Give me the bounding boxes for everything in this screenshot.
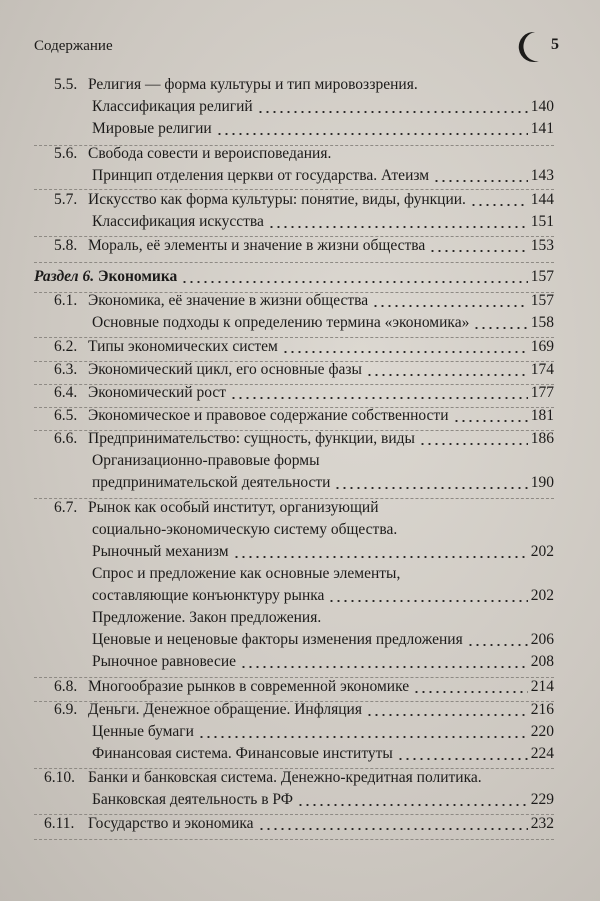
toc-entry[interactable] — [54, 336, 554, 358]
dot-leader — [453, 420, 528, 422]
entry-title: Предложение. Закон предложения. — [92, 609, 322, 626]
dot-leader — [258, 828, 528, 830]
entry-page: 208 — [530, 653, 554, 670]
entry-title: составляющие конъюнктуру рынка — [92, 587, 325, 604]
entry-title: предпринимательской деятельности — [92, 474, 331, 491]
dot-leader — [366, 374, 528, 376]
toc-entry[interactable] — [54, 189, 554, 211]
entry-title: Рыночный механизм — [92, 543, 229, 560]
entry-page: 214 — [530, 678, 554, 695]
toc-entry[interactable] — [92, 450, 554, 472]
divider — [34, 839, 554, 840]
dot-leader — [282, 351, 528, 353]
entry-number: 6.6. — [54, 430, 78, 447]
toc-entry[interactable] — [54, 290, 554, 312]
entry-title: Экономический цикл, его основные фазы — [88, 361, 362, 378]
entry-page: 158 — [530, 314, 554, 331]
entry-page: 153 — [530, 237, 554, 254]
entry-title: Экономическое и правовое содержание собственности — [88, 407, 449, 424]
toc-entry[interactable] — [44, 813, 554, 835]
dot-leader — [429, 250, 527, 252]
toc-entry[interactable] — [92, 118, 554, 140]
toc-entry[interactable] — [92, 743, 554, 765]
toc-entry[interactable] — [92, 312, 554, 334]
entry-title: Организационно-правовые формы — [92, 452, 320, 469]
entry-page: 181 — [530, 407, 554, 424]
toc-entry[interactable] — [54, 428, 554, 450]
entry-title: Религия — форма культуры и тип мировоззрения. — [88, 76, 418, 93]
toc-entry[interactable] — [92, 211, 554, 233]
toc-entry[interactable] — [54, 143, 554, 165]
entry-title: Экономический рост — [88, 384, 227, 401]
entry-number: 6.11. — [44, 815, 75, 832]
entry-title: Банки и банковская система. Денежно-кредитная политика. — [88, 769, 482, 786]
dot-leader — [216, 133, 528, 135]
toc-entry[interactable] — [92, 629, 554, 651]
entry-title: Экономика, её значение в жизни общества — [88, 292, 369, 309]
entry-page: 186 — [530, 430, 554, 447]
entry-page: 157 — [530, 268, 554, 285]
dot-leader — [470, 204, 528, 206]
entry-number: 6.2. — [54, 338, 78, 355]
entry-number: 6.1. — [54, 292, 78, 309]
entry-title: Свобода совести и вероисповедания. — [88, 145, 332, 162]
entry-page: 224 — [530, 745, 554, 762]
toc-entry[interactable] — [44, 767, 554, 789]
entry-number: 5.5. — [54, 76, 78, 93]
entry-title: Многообразие рынков в современной экономике — [88, 678, 410, 695]
entry-page: 232 — [530, 815, 554, 832]
entry-page: 143 — [530, 167, 554, 184]
entry-title: Классификация искусства — [92, 213, 264, 230]
entry-title: Банковская деятельность в РФ — [92, 791, 294, 808]
entry-page: 141 — [530, 120, 554, 137]
toc-entry[interactable] — [54, 676, 554, 698]
toc-entry[interactable] — [92, 789, 554, 811]
toc-entry[interactable] — [54, 497, 554, 519]
divider — [34, 262, 554, 263]
entry-title: Принцип отделения церкви от государства. Атеизм — [92, 167, 430, 184]
toc-entry[interactable] — [92, 563, 554, 585]
entry-number: 6.8. — [54, 678, 78, 695]
toc-entry[interactable] — [92, 607, 554, 629]
toc-entry[interactable] — [92, 585, 554, 607]
entry-title: Искусство как форма культуры: понятие, виды, функции. — [88, 191, 466, 208]
dot-leader — [413, 691, 528, 693]
section-heading — [34, 266, 177, 288]
dot-leader — [268, 226, 528, 228]
entry-number: 6.7. — [54, 499, 78, 516]
entry-title: Мировые религии — [92, 120, 212, 137]
crescent-moon-icon — [513, 30, 543, 64]
entry-title: Рыночное равновесие — [92, 653, 237, 670]
entry-title: Финансовая система. Финансовые институты — [92, 745, 393, 762]
entry-page: 190 — [530, 474, 554, 491]
entry-title: Мораль, её элементы и значение в жизни общества — [88, 237, 426, 254]
entry-page: 140 — [530, 98, 554, 115]
dot-leader — [230, 397, 528, 399]
entry-title: социально-экономическую систему общества. — [92, 521, 398, 538]
toc-entry[interactable] — [54, 699, 554, 721]
entry-title: Ценовые и неценовые факторы изменения предложения — [92, 631, 463, 648]
entry-page: 206 — [530, 631, 554, 648]
entry-title: Типы экономических систем — [88, 338, 278, 355]
toc-entry[interactable] — [92, 472, 554, 494]
dot-leader — [397, 758, 528, 760]
entry-page: 229 — [530, 791, 554, 808]
toc-entry[interactable] — [92, 721, 554, 743]
dot-leader — [334, 487, 527, 489]
entry-number: 6.4. — [54, 384, 78, 401]
toc-section-heading[interactable] — [34, 266, 554, 288]
entry-title: Деньги. Денежное обращение. Инфляция — [88, 701, 362, 718]
dot-leader — [366, 714, 528, 716]
entry-page: 177 — [530, 384, 554, 401]
page-number: 5 — [551, 36, 559, 53]
entry-title: Спрос и предложение как основные элементы, — [92, 565, 401, 582]
entry-number: 6.3. — [54, 361, 78, 378]
dot-leader — [297, 804, 528, 806]
entry-page: 157 — [530, 292, 554, 309]
entry-number: 6.9. — [54, 701, 78, 718]
toc-entry[interactable] — [54, 74, 554, 96]
toc-entry[interactable] — [92, 519, 554, 541]
toc-entry[interactable] — [92, 651, 554, 673]
toc-entry[interactable] — [92, 96, 554, 118]
dot-leader — [419, 443, 528, 445]
toc-entry[interactable] — [54, 235, 554, 257]
dot-leader — [473, 327, 527, 329]
entry-title: Государство и экономика — [88, 815, 254, 832]
toc-entry[interactable] — [92, 541, 554, 563]
dot-leader — [328, 600, 527, 602]
entry-page: 144 — [530, 191, 554, 208]
entry-title: Основные подходы к определению термина «экономика» — [92, 314, 470, 331]
dot-leader — [181, 281, 527, 283]
section-label: Раздел 6. — [34, 268, 95, 285]
entry-number: 5.6. — [54, 145, 78, 162]
entry-title: Классификация религий — [92, 98, 253, 115]
dot-leader — [233, 556, 528, 558]
running-header-title: Содержание — [34, 38, 113, 54]
entry-page: 220 — [530, 723, 554, 740]
dot-leader — [257, 111, 528, 113]
dot-leader — [433, 180, 528, 182]
entry-page: 202 — [530, 543, 554, 560]
toc-entry[interactable] — [54, 382, 554, 404]
entry-page: 202 — [530, 587, 554, 604]
entry-number: 6.5. — [54, 407, 78, 424]
entry-title: Рынок как особый институт, организующий — [88, 499, 379, 516]
entry-title: Предпринимательство: сущность, функции, виды — [88, 430, 415, 447]
entry-number: 6.10. — [44, 769, 75, 786]
dot-leader — [198, 736, 528, 738]
entry-page: 151 — [530, 213, 554, 230]
section-title: Экономика — [97, 268, 178, 285]
entry-page: 216 — [530, 701, 554, 718]
dot-leader — [372, 305, 528, 307]
toc-entry[interactable] — [54, 359, 554, 381]
dot-leader — [467, 644, 528, 646]
entry-page: 169 — [530, 338, 554, 355]
dot-leader — [240, 666, 528, 668]
entry-number: 5.7. — [54, 191, 78, 208]
entry-page: 174 — [530, 361, 554, 378]
entry-number: 5.8. — [54, 237, 78, 254]
toc-entry[interactable] — [54, 405, 554, 427]
toc-entry[interactable] — [92, 165, 554, 187]
entry-title: Ценные бумаги — [92, 723, 194, 740]
